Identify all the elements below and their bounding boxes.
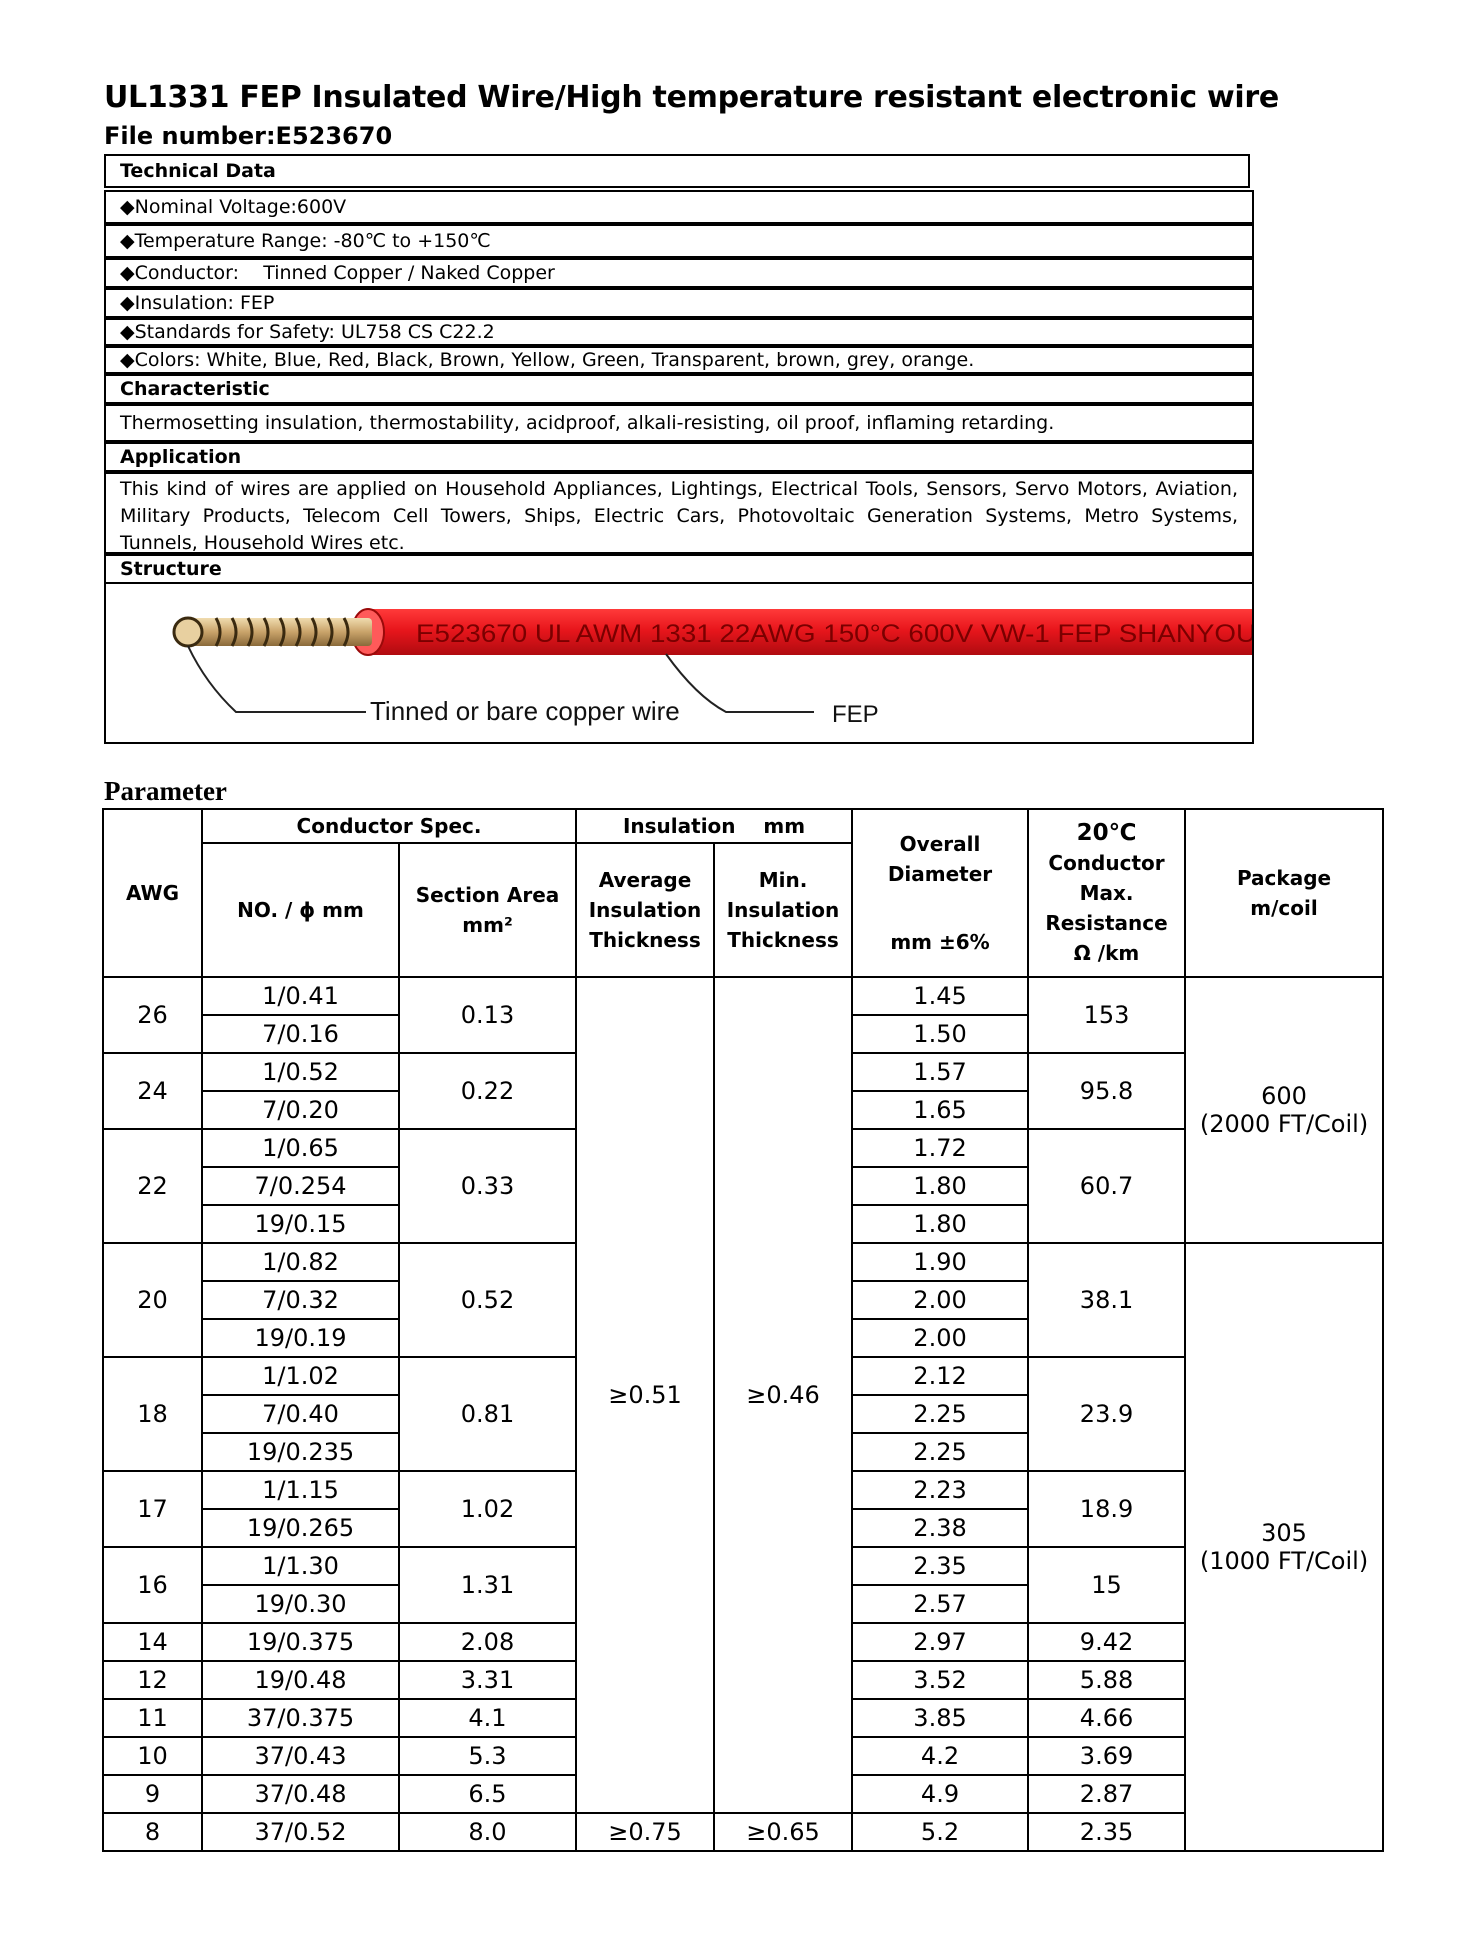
header-awg: AWG: [103, 809, 202, 977]
spec-colors: [104, 346, 1254, 374]
header-overall-diameter: [852, 809, 1028, 977]
package-note: (1000 FT/Coil): [1199, 1547, 1369, 1575]
strand-cell: 1/1.15: [202, 1471, 399, 1509]
diameter-cell: 2.57: [852, 1585, 1028, 1623]
spec-conductor-text: ◆Conductor: Tinned Copper / Naked Copper: [120, 262, 555, 284]
header-avg-l3: Thickness: [589, 928, 701, 952]
document-title: UL1331 FEP Insulated Wire/High temperature resistant electronic wire: [104, 80, 1279, 115]
resistance-cell: 18.9: [1028, 1471, 1185, 1547]
parameter-table: [102, 808, 1384, 1852]
awg-cell: 26: [103, 977, 202, 1053]
strand-cell: 1/0.65: [202, 1129, 399, 1167]
section-area-cell: 0.52: [399, 1243, 576, 1357]
package-value: 305: [1261, 1519, 1307, 1547]
resistance-cell: 5.88: [1028, 1661, 1185, 1699]
diameter-cell: 1.72: [852, 1129, 1028, 1167]
technical-data-heading-label: Technical Data: [120, 160, 276, 182]
header-resistance: [1028, 809, 1185, 977]
spec-standards-text: ◆Standards for Safety: UL758 CS C22.2: [120, 321, 495, 343]
header-section-area-l1: Section Area: [415, 883, 560, 907]
resistance-cell: 23.9: [1028, 1357, 1185, 1471]
diameter-cell: 2.25: [852, 1395, 1028, 1433]
package-value: 600: [1261, 1082, 1307, 1110]
strand-cell: 19/0.375: [202, 1623, 399, 1661]
avg-insulation-cell: ≥0.75: [576, 1813, 714, 1851]
section-area-cell: 2.08: [399, 1623, 576, 1661]
strand-cell: 19/0.19: [202, 1319, 399, 1357]
awg-cell: 16: [103, 1547, 202, 1623]
section-area-cell: 3.31: [399, 1661, 576, 1699]
spec-voltage-text: ◆Nominal Voltage:600V: [120, 196, 347, 218]
structure-heading-label: Structure: [120, 558, 222, 580]
spec-voltage: [104, 190, 1254, 224]
application-text: This kind of wires are applied on Household Appliances, Lightings, Electrical Tools, Sensors, Servo Motors, Aviation, Military Products, Telecom Cell Towers, Ships, Electric Cars, Photovoltaic Generation Systems, Metro Systems, Tunnels, Household Wires etc.: [120, 478, 1238, 554]
characteristic-text: Thermosetting insulation, thermostability, acidproof, alkali-resisting, oil proof, inflaming retarding.: [120, 412, 1055, 434]
header-package-l2: m/coil: [1250, 896, 1318, 920]
strand-cell: 37/0.48: [202, 1775, 399, 1813]
diameter-cell: 2.00: [852, 1281, 1028, 1319]
header-section-area: [399, 843, 576, 977]
strand-cell: 1/0.41: [202, 977, 399, 1015]
header-insulation: [576, 809, 852, 843]
resistance-cell: 3.69: [1028, 1737, 1185, 1775]
awg-cell: 11: [103, 1699, 202, 1737]
wire-structure-diagram: [104, 582, 1254, 744]
spec-insulation: [104, 288, 1254, 318]
copper-core: [186, 618, 372, 646]
application-heading-label: Application: [120, 446, 242, 468]
section-area-cell: 5.3: [399, 1737, 576, 1775]
strand-cell: 1/1.30: [202, 1547, 399, 1585]
header-avg-l1: Average: [598, 868, 692, 892]
package-note: (2000 FT/Coil): [1199, 1110, 1369, 1138]
awg-cell: 12: [103, 1661, 202, 1699]
strand-cell: 7/0.20: [202, 1091, 399, 1129]
technical-data-heading: [104, 154, 1250, 188]
header-resistance-l1: Conductor: [1048, 851, 1165, 875]
header-resistance-temp: 20℃: [1076, 820, 1137, 846]
header-min-l3: Thickness: [727, 928, 839, 952]
header-insulation-label: Insulation mm: [622, 814, 806, 838]
awg-cell: 10: [103, 1737, 202, 1775]
spec-temperature: [104, 224, 1254, 258]
characteristic-text-row: [104, 404, 1254, 442]
resistance-cell: 4.66: [1028, 1699, 1185, 1737]
diameter-cell: 3.85: [852, 1699, 1028, 1737]
header-resistance-unit: Ω /km: [1073, 941, 1140, 965]
strand-cell: 19/0.30: [202, 1585, 399, 1623]
header-min-l2: Insulation: [726, 898, 840, 922]
parameter-title: Parameter: [104, 776, 227, 806]
diameter-cell: 4.9: [852, 1775, 1028, 1813]
header-resistance-l3: Resistance: [1045, 911, 1168, 935]
header-no-mm: NO. / ϕ mm: [202, 843, 399, 977]
section-area-cell: 1.02: [399, 1471, 576, 1547]
section-area-cell: 0.81: [399, 1357, 576, 1471]
insulation-label: FEP: [832, 701, 879, 728]
resistance-cell: 153: [1028, 977, 1185, 1053]
strand-cell: 37/0.43: [202, 1737, 399, 1775]
diameter-cell: 1.65: [852, 1091, 1028, 1129]
header-overall-diameter-unit: mm ±6%: [890, 930, 990, 954]
awg-cell: 17: [103, 1471, 202, 1547]
section-area-cell: 0.13: [399, 977, 576, 1053]
min-insulation-cell: ≥0.46: [714, 977, 852, 1813]
strand-cell: 1/1.02: [202, 1357, 399, 1395]
resistance-cell: 38.1: [1028, 1243, 1185, 1357]
header-avg-l2: Insulation: [588, 898, 702, 922]
resistance-cell: 15: [1028, 1547, 1185, 1623]
resistance-cell: 2.87: [1028, 1775, 1185, 1813]
awg-cell: 9: [103, 1775, 202, 1813]
strand-cell: 19/0.265: [202, 1509, 399, 1547]
section-area-cell: 1.31: [399, 1547, 576, 1623]
package-cell: [1185, 1243, 1383, 1851]
conductor-leader-line: [188, 646, 366, 712]
awg-cell: 18: [103, 1357, 202, 1471]
application-heading: [104, 442, 1254, 472]
strand-cell: 19/0.48: [202, 1661, 399, 1699]
diameter-cell: 2.97: [852, 1623, 1028, 1661]
spec-insulation-text: ◆Insulation: FEP: [120, 292, 275, 314]
strand-cell: 7/0.32: [202, 1281, 399, 1319]
min-insulation-cell: ≥0.65: [714, 1813, 852, 1851]
strand-cell: 1/0.82: [202, 1243, 399, 1281]
characteristic-heading-label: Characteristic: [120, 378, 270, 400]
header-min-insulation: [714, 843, 852, 977]
header-avg-insulation: [576, 843, 714, 977]
characteristic-heading: [104, 374, 1254, 404]
spec-conductor: [104, 258, 1254, 288]
diameter-cell: 1.90: [852, 1243, 1028, 1281]
awg-cell: 24: [103, 1053, 202, 1129]
diameter-cell: 3.52: [852, 1661, 1028, 1699]
header-package-l1: Package: [1236, 866, 1332, 890]
resistance-cell: 9.42: [1028, 1623, 1185, 1661]
section-area-cell: 8.0: [399, 1813, 576, 1851]
strand-cell: 19/0.15: [202, 1205, 399, 1243]
diameter-cell: 1.45: [852, 977, 1028, 1015]
insulation-leader-line: [666, 654, 814, 712]
table-row: [103, 977, 1383, 1015]
header-overall-diameter-l2: Diameter: [887, 862, 993, 886]
structure-heading: [104, 554, 1254, 584]
header-conductor-spec: Conductor Spec.: [202, 809, 576, 843]
section-area-cell: 0.22: [399, 1053, 576, 1129]
section-area-cell: 4.1: [399, 1699, 576, 1737]
header-section-area-unit: mm²: [462, 913, 513, 937]
diameter-cell: 2.23: [852, 1471, 1028, 1509]
awg-cell: 8: [103, 1813, 202, 1851]
header-spacer: [853, 889, 1027, 927]
diameter-cell: 1.57: [852, 1053, 1028, 1091]
avg-insulation-cell: ≥0.51: [576, 977, 714, 1813]
diameter-cell: 2.25: [852, 1433, 1028, 1471]
wire-print: E523670 UL AWM 1331 22AWG 150°C 600V VW-1 FEP SHANYOU: [416, 620, 1252, 648]
strand-cell: 7/0.16: [202, 1015, 399, 1053]
file-number: File number:E523670: [104, 122, 393, 150]
awg-cell: 14: [103, 1623, 202, 1661]
diameter-cell: 5.2: [852, 1813, 1028, 1851]
header-overall-diameter-l1: Overall: [899, 832, 981, 856]
diameter-cell: 2.12: [852, 1357, 1028, 1395]
resistance-cell: 2.35: [1028, 1813, 1185, 1851]
resistance-cell: 95.8: [1028, 1053, 1185, 1129]
diameter-cell: 2.35: [852, 1547, 1028, 1585]
diameter-cell: 1.50: [852, 1015, 1028, 1053]
conductor-label: Tinned or bare copper wire: [370, 696, 680, 726]
spec-temperature-text: ◆Temperature Range: -80℃ to +150℃: [120, 230, 491, 252]
diameter-cell: 1.80: [852, 1167, 1028, 1205]
strand-cell: 7/0.40: [202, 1395, 399, 1433]
spec-colors-text: ◆Colors: White, Blue, Red, Black, Brown, Yellow, Green, Transparent, brown, grey, orange.: [120, 349, 975, 371]
strand-cell: 19/0.235: [202, 1433, 399, 1471]
diameter-cell: 2.00: [852, 1319, 1028, 1357]
strand-cell: 1/0.52: [202, 1053, 399, 1091]
strand-cell: 7/0.254: [202, 1167, 399, 1205]
section-area-cell: 0.33: [399, 1129, 576, 1243]
strand-cell: 37/0.375: [202, 1699, 399, 1737]
application-text-row: [104, 472, 1254, 554]
strand-cell: 37/0.52: [202, 1813, 399, 1851]
header-package: [1185, 809, 1383, 977]
header-resistance-l2: Max.: [1079, 881, 1134, 905]
awg-cell: 20: [103, 1243, 202, 1357]
awg-cell: 22: [103, 1129, 202, 1243]
copper-end: [174, 618, 202, 646]
header-min-l1: Min.: [758, 868, 808, 892]
package-cell: [1185, 977, 1383, 1243]
resistance-cell: 60.7: [1028, 1129, 1185, 1243]
diameter-cell: 4.2: [852, 1737, 1028, 1775]
spec-standards: [104, 318, 1254, 346]
diameter-cell: 1.80: [852, 1205, 1028, 1243]
section-area-cell: 6.5: [399, 1775, 576, 1813]
diameter-cell: 2.38: [852, 1509, 1028, 1547]
wire-illustration: [106, 584, 1252, 742]
